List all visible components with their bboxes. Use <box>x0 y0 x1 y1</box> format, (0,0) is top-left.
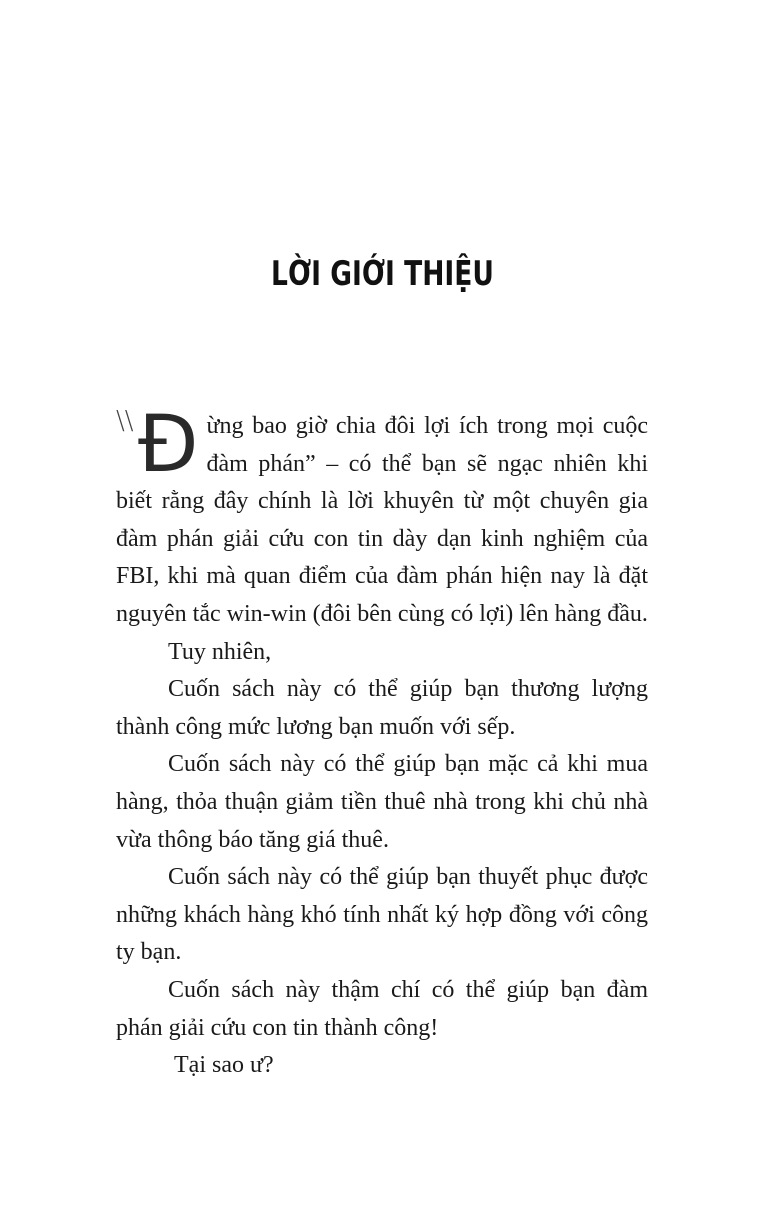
paragraph-hostage: Cuốn sách này thậm chí có thể giúp bạn đàm phán giải cứu con tin thành công! <box>116 976 648 1041</box>
paragraph-salary: Cuốn sách này có thể giúp bạn thương lượng thành công mức lương bạn muốn với sếp. <box>116 676 648 740</box>
drop-cap: Đ <box>138 400 199 490</box>
chapter-title: LỜI GIỚI THIỆU <box>271 254 494 294</box>
paragraph-clients: Cuốn sách này có thể giúp bạn thuyết phục được những khách hàng khó tính nhất ký hợp đồng với công ty bạn. <box>116 864 648 966</box>
paragraph-why: Tại sao ư? <box>174 1052 274 1079</box>
intro-paragraph-text: ừng bao giờ chia đôi lợi ích trong mọi cuộc đàm phán” – có thể bạn sẽ ngạc nhiên khi biết rằng đây chính là lời khuyên từ một chuyên gia đàm phán giải cứu con tin dày dạn kinh nghiệm của FBI, khi mà quan điểm của đàm phán hiện nay là đặt nguyên tắc win-win (đôi bên cùng có lợi) lên hàng đầu. <box>116 413 648 627</box>
intro-paragraph <box>116 400 648 634</box>
body-text <box>116 400 648 1085</box>
opening-quote-mark: \\ <box>116 406 134 436</box>
paragraph-however: Tuy nhiên, <box>168 638 272 665</box>
paragraph-bargain: Cuốn sách này có thể giúp bạn mặc cả khi mua hàng, thỏa thuận giảm tiền thuê nhà trong khi chủ nhà vừa thông báo tăng giá thuê. <box>116 751 648 853</box>
